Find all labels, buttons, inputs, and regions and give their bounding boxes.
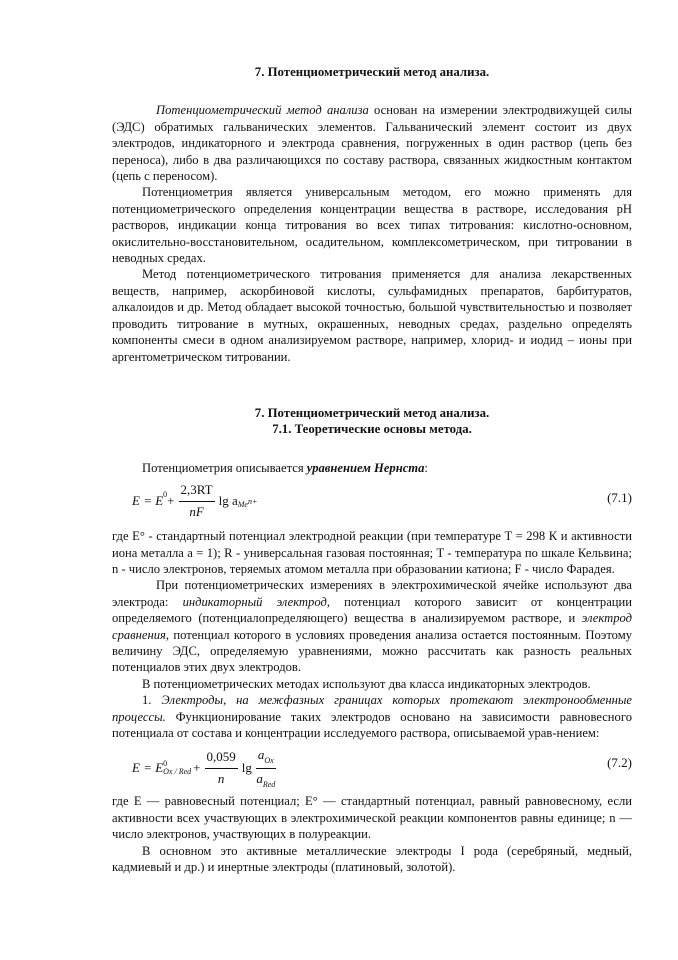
fraction: $\frac{2,3RT}{nF}$ (180, 482, 213, 519)
equation-7-2: E = E 0 Ox / Red + $\frac{0,059}{n}$ lg $\frac{a_{Ox}}{a_{Red}}$ (7.2) (132, 747, 632, 789)
subsection-title: 7.1. Теоретические основы метода. (272, 422, 472, 437)
activity-fraction: $\frac{a_{Ox}}{a_{Red}}$ (256, 747, 276, 789)
section-title: 7. Потенциометрический метод анализа. (254, 65, 490, 79)
equation-number: (7.1) (607, 490, 632, 506)
paragraph-class-1: 1. Электроды, на межфазных границах которых протекают электронообменные процессы. Функционирование таких электродов основано на зависимости равновесного потенциала от состава и концентрации исследуемого раствора, описываемой урав-нением: (112, 693, 632, 740)
nernst-intro: Потенциометрия описывается уравнением Нернста: (142, 460, 428, 475)
paragraph-classes: В потенциометрических методах используют два класса индикаторных электродов. (142, 676, 591, 691)
paragraph-metal-electrodes: В основном это активные металлические электроды I рода (серебряный, медный, кадмиевый и др.) и инертные электроды (платиновый, золотой). (112, 843, 632, 875)
fraction: $\frac{0,059}{n}$ (206, 749, 236, 786)
paragraph-titration: Метод потенциометрического титрования применяется для анализа лекарственных веществ, например, аскорбиновой кислоты, сульфамидных препаратов, барбитуратов, алкалоидов и др. Метод обладает высокой точностью, большой чувствительностью и позволяет проводить титрование в мутных, окрашенных, неводных средах, раздельно определять компоненты смеси в одном анализируемом растворе, например, хлорид- и иодид – ионы при аргентометрическом титровании. (112, 267, 632, 364)
paragraph-electrodes: При потенциометрических измерениях в электрохимической ячейке используют два электрода: индикаторный электрод, потенциал которого зависит от концентрации определяемого (потенциалопределяющего) вещества в анализируемом растворе, и электрод сравнения, потенциал которого в условиях проведения анализа остается постоянным. Поэтому величину ЭДС, определяемую уравнениями, можно рассчитать как разность реальных потенциалов этих двух электродов. (112, 578, 633, 675)
paragraph-where-1: где E° - стандартный потенциал электродной реакции (при температуре T = 298 К и активности иона металла a = 1); R - универсальная газовая постоянная; T - температура по шкале Кельвина; n - число электронов, теряемых атомом металла при образовании катиона; F - число Фарадея. (112, 529, 632, 576)
paragraph-universal: Потенциометрия является универсальным методом, его можно применять для потенциометрического определения концентрации вещества в растворе, исследования рН растворов, индикации конца титрования во всех типах титрования: кислотно-основном, окислительно-восстановительном, осадительном, комплексометрическом, при титровании в неводных средах. (112, 185, 632, 266)
term-italic: Потенциометрический метод анализа (156, 103, 369, 118)
section-title-repeat: 7. Потенциометрический метод анализа. (254, 405, 490, 420)
paragraph-intro: Потенциометрический метод анализа основан на измерении электродвижущей силы (ЭДС) обратимых гальванических элементов. Гальванический элемент состоит из двух электродов, индикаторного и электрода сравнения, погруженных в один раствор (цепь без переноса), либо в два различающихся по составу раствора, связанных жидкостным контактом (цепь с переносом). (112, 103, 632, 184)
nernst-term: уравнением Нернста (306, 460, 425, 475)
equation-number: (7.2) (607, 755, 632, 771)
page-content (112, 64, 632, 875)
paragraph-where-2: где E — равновесный потенциал; E° — стандартный потенциал, равный равновесному, если активности всех участвующих в электрохимической реакции компонентов равны единице; n — число электронов, участвующих в полуреакции. (112, 794, 632, 842)
equation-7-1: E = E 0 + $\frac{2,3RT}{nF}$ lg a Me n+ (7.1) (132, 482, 632, 519)
